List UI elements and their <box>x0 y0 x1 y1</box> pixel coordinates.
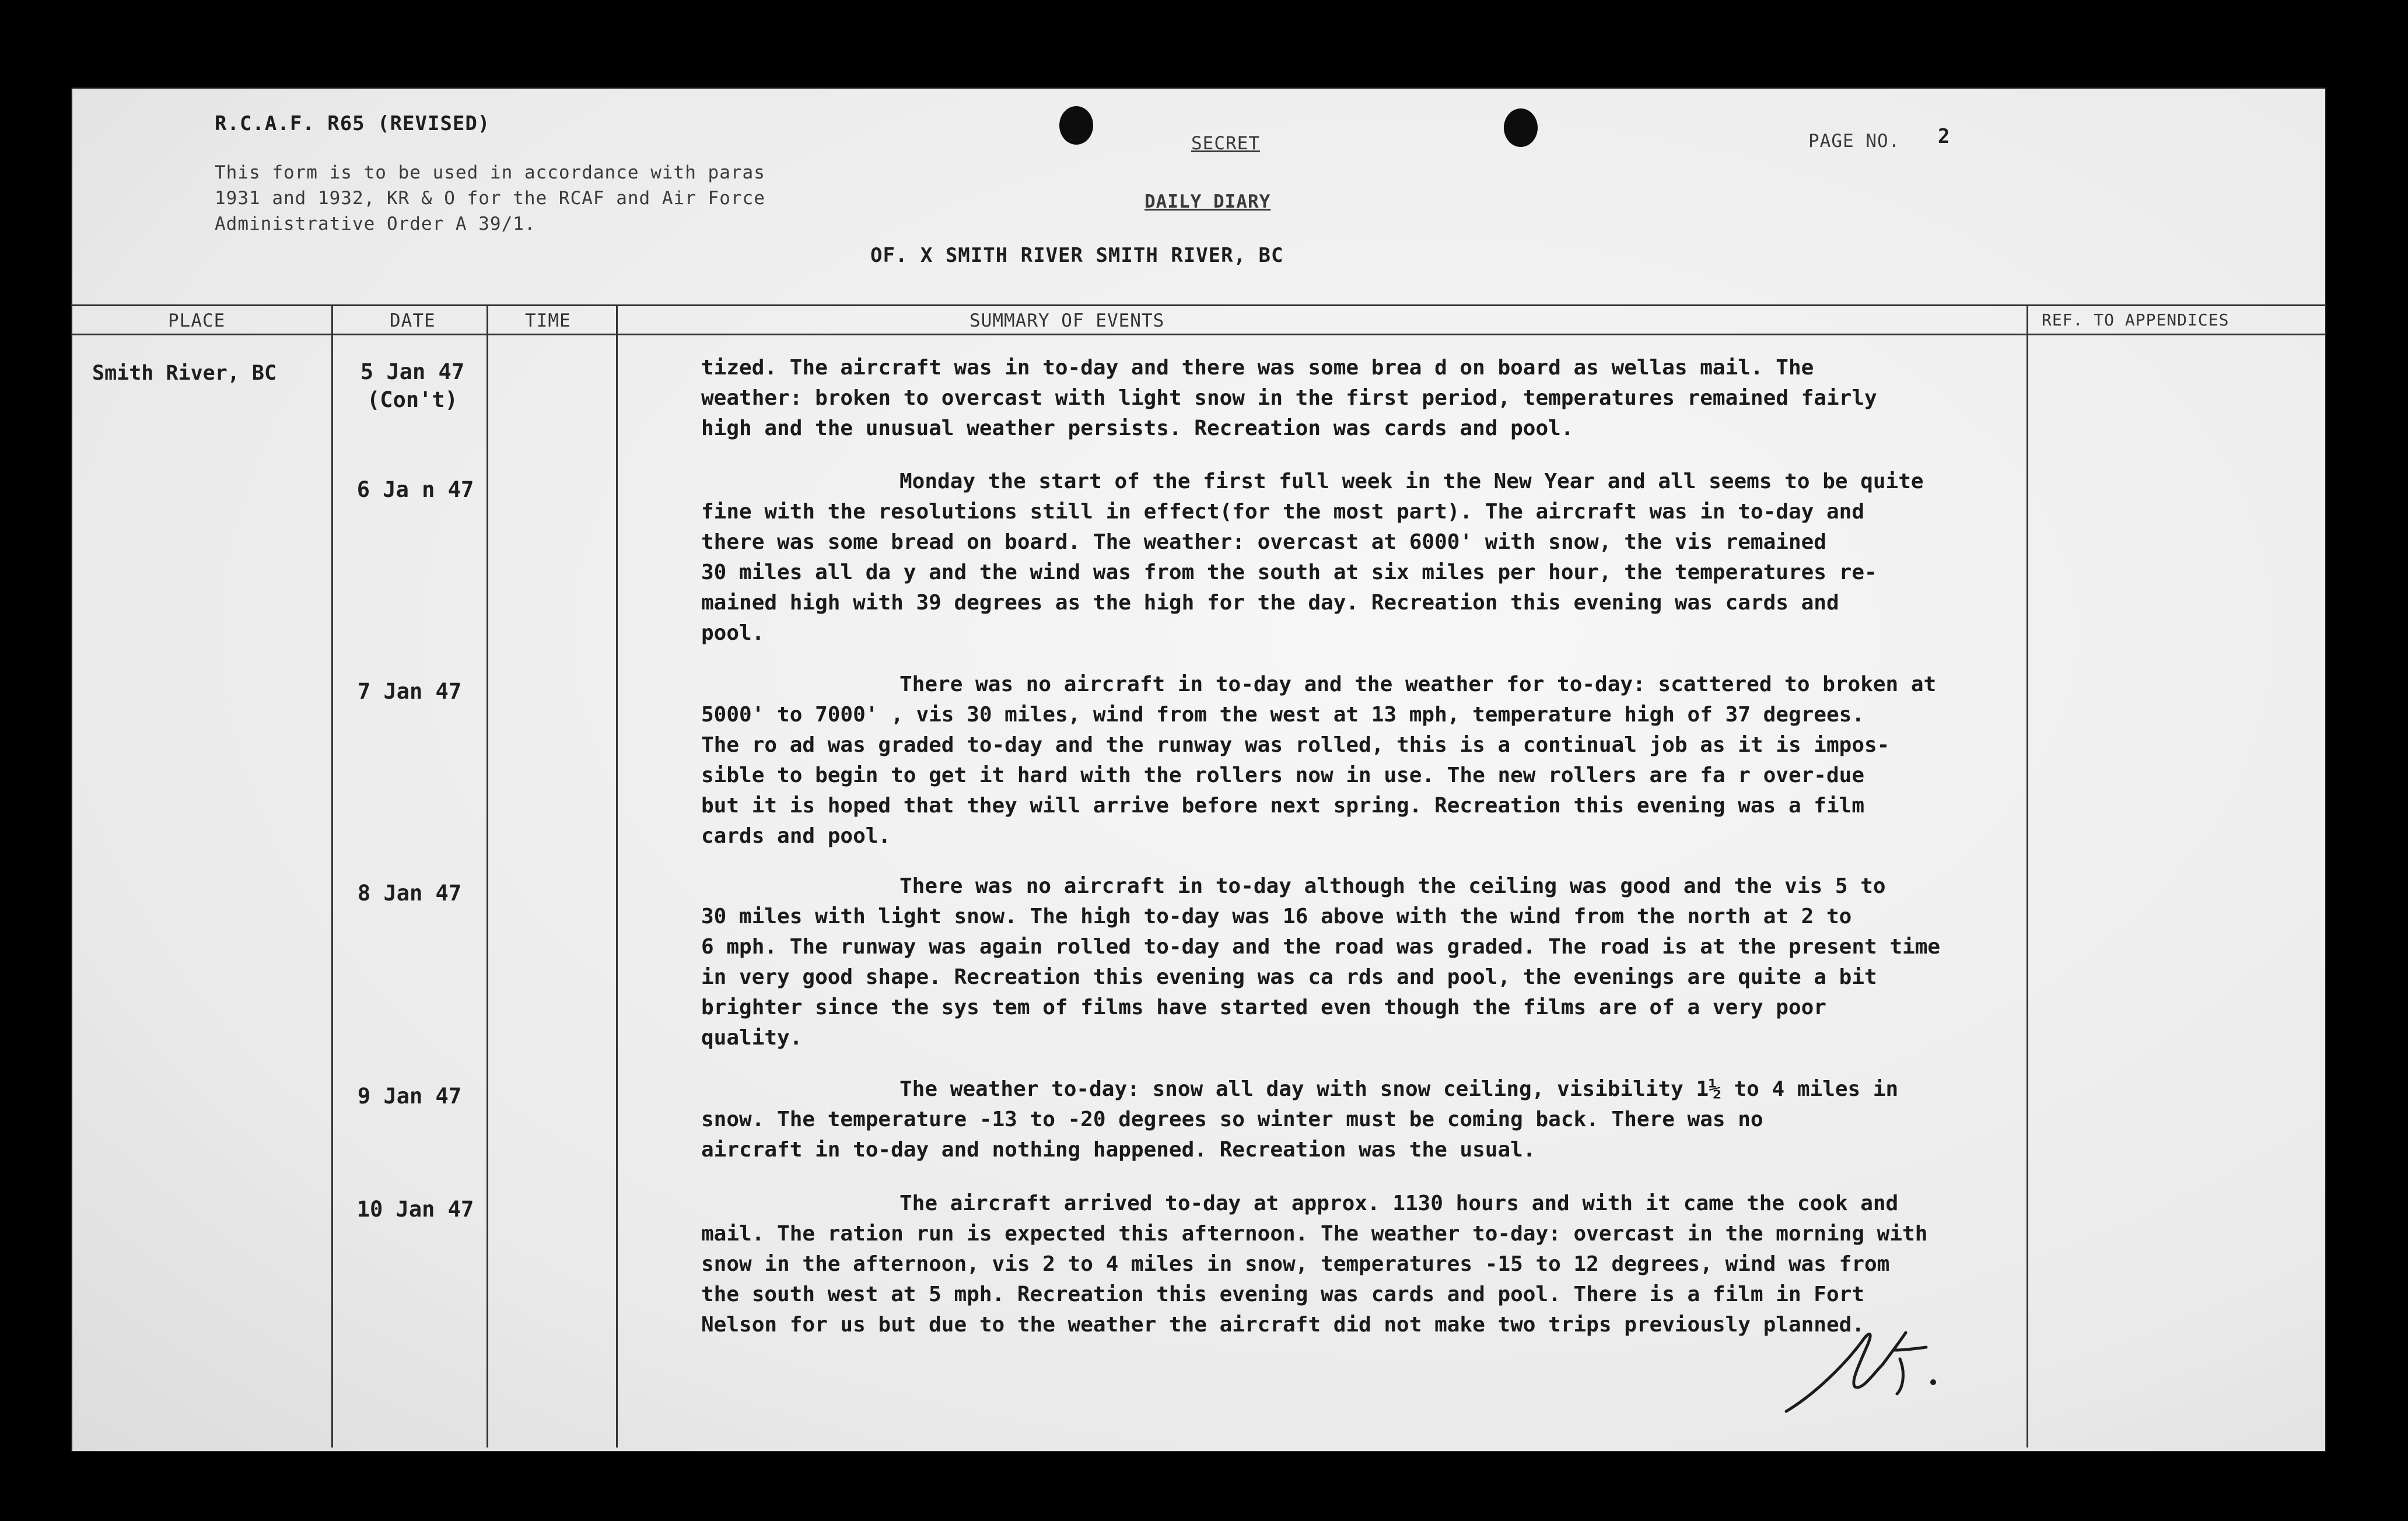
entry-line: high and the unusual weather persists. Recreation was cards and pool. <box>701 416 1574 440</box>
entry-line: there was some bread on board. The weather: overcast at 6000' with snow, the vis remained <box>701 530 1826 554</box>
handwritten-signature <box>1780 1318 1979 1417</box>
entry-line: The aircraft arrived to-day at approx. 1130 hours and with it came the cook and <box>900 1191 1899 1215</box>
diary-entry <box>701 1074 2101 1165</box>
entry-line: but it is hoped that they will arrive before next spring. Recreation this evening was a film <box>701 794 1864 818</box>
entry-line: cards and pool. <box>701 824 891 848</box>
entry-line: 30 miles all da y and the wind was from the south at six miles per hour, the temperatures re- <box>701 560 1877 584</box>
diary-entry <box>701 670 2101 851</box>
diary-entry <box>701 467 2101 649</box>
unit-line: OF. X SMITH RIVER SMITH RIVER, BC <box>870 244 1284 267</box>
form-code: R.C.A.F. R65 (REVISED) <box>215 112 491 135</box>
page-number: 2 <box>1938 125 1951 148</box>
divider-date-time <box>487 304 488 1448</box>
date-entry-1-note: (Con't) <box>367 387 458 412</box>
col-header-summary: SUMMARY OF EVENTS <box>970 310 1165 331</box>
header-top-rule <box>71 304 2326 306</box>
header-bottom-rule <box>71 334 2326 335</box>
diary-form-sheet <box>71 87 2326 1452</box>
entry-line: pool. <box>701 621 765 645</box>
entry-line: Nelson for us but due to the weather the aircraft did not make two trips previously planned. <box>701 1313 1864 1337</box>
entry-line: brighter since the sys tem of films have started even though the films are of a very poor <box>701 996 1826 1019</box>
entry-line: 6 mph. The runway was again rolled to-day and the road was graded. The road is at the present time <box>701 935 1941 959</box>
diary-entry <box>701 353 2101 444</box>
date-entry-3: 7 Jan 47 <box>357 679 462 704</box>
date-entry-6: 10 Jan 47 <box>356 1197 474 1222</box>
entry-line: 5000' to 7000' , vis 30 miles, wind from the west at 13 mph, temperature high of 37 degrees. <box>701 703 1864 727</box>
entry-line: The ro ad was graded to-day and the runway was rolled, this is a continual job as it is impos- <box>701 733 1890 757</box>
entry-line: sible to begin to get it hard with the rollers now in use. The new rollers are fa r over-due <box>701 763 1864 787</box>
punch-hole-right <box>1504 108 1538 147</box>
place-value: Smith River, BC <box>92 362 277 385</box>
security-classification: SECRET <box>1191 133 1260 154</box>
diary-entry <box>701 871 2101 1053</box>
diary-entry <box>701 1189 2101 1340</box>
date-entry-5: 9 Jan 47 <box>357 1084 462 1109</box>
form-instructions-line-1: This form is to be used in accordance with paras <box>215 162 765 183</box>
entry-line: snow. The temperature -13 to -20 degrees so winter must be coming back. There was no <box>701 1108 1763 1131</box>
entry-line: Monday the start of the first full week in the New Year and all seems to be quite <box>900 469 1924 493</box>
entry-line: The weather to-day: snow all day with snow ceiling, visibility 1½ to 4 miles in <box>900 1077 1899 1101</box>
date-entry-4: 8 Jan 47 <box>357 881 462 906</box>
divider-time-summary <box>616 304 618 1448</box>
entry-line: aircraft in to-day and nothing happened. Recreation was the usual. <box>701 1138 1536 1162</box>
date-entry-2: 6 Ja n 47 <box>356 477 474 502</box>
entry-line: weather: broken to overcast with light snow in the first period, temperatures remained fairly <box>701 386 1877 410</box>
divider-place-date <box>331 304 333 1448</box>
entry-line: the south west at 5 mph. Recreation this evening was cards and pool. There is a film in Fort <box>701 1282 1864 1306</box>
col-header-time: TIME <box>525 310 571 331</box>
entry-line: snow in the afternoon, vis 2 to 4 miles in snow, temperatures -15 to 12 degrees, wind was from <box>701 1252 1890 1276</box>
col-header-place: PLACE <box>168 310 226 331</box>
entry-line: fine with the resolutions still in effect(for the most part). The aircraft was in to-day and <box>701 500 1864 524</box>
entry-line: mained high with 39 degrees as the high for the day. Recreation this evening was cards and <box>701 591 1839 615</box>
entry-line: quality. <box>701 1026 803 1050</box>
col-header-ref: REF. TO APPENDICES <box>2042 310 2230 330</box>
entry-line: in very good shape. Recreation this evening was ca rds and pool, the evenings are quite a bit <box>701 965 1877 989</box>
entry-line: mail. The ration run is expected this afternoon. The weather to-day: overcast in the morning with <box>701 1222 1928 1246</box>
form-instructions-line-3: Administrative Order A 39/1. <box>215 213 536 234</box>
punch-hole-left <box>1059 106 1093 145</box>
col-header-date: DATE <box>390 310 436 331</box>
entry-line: There was no aircraft in to-day although the ceiling was good and the vis 5 to <box>900 874 1886 898</box>
entry-line: 30 miles with light snow. The high to-day was 16 above with the wind from the north at 2 to <box>701 905 1852 928</box>
entry-line: There was no aircraft in to-day and the weather for to-day: scattered to broken at <box>900 672 1937 696</box>
date-entry-1: 5 Jan 47 <box>360 359 465 384</box>
entry-line: tized. The aircraft was in to-day and there was some brea d on board as wellas mail. The <box>701 356 1814 380</box>
form-title: DAILY DIARY <box>1144 191 1271 212</box>
page-number-label: PAGE NO. <box>1808 131 1901 152</box>
form-instructions-line-2: 1931 and 1932, KR & O for the RCAF and Air Force <box>215 188 765 209</box>
